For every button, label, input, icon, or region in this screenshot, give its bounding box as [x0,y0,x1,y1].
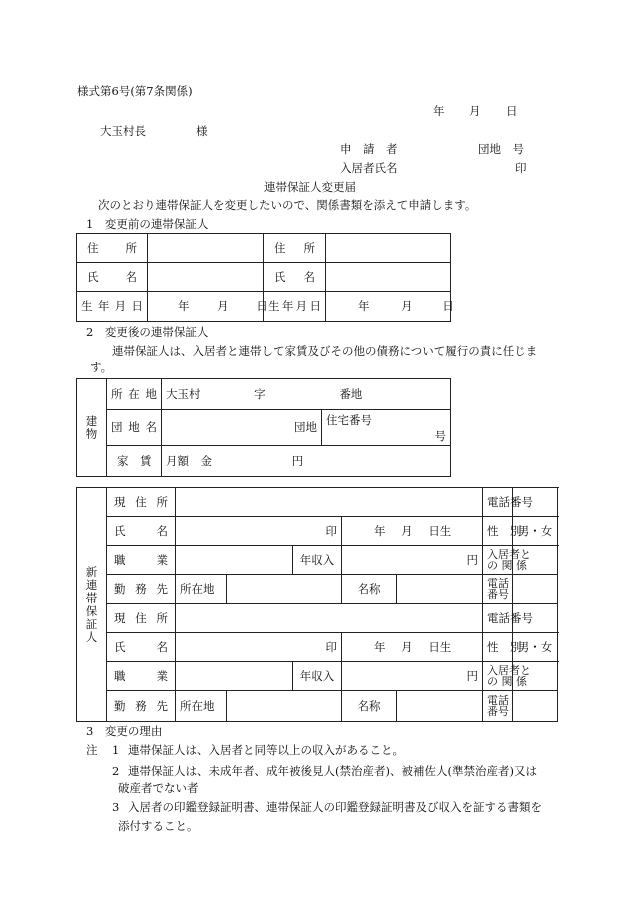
statement-line2: す。 [90,360,113,374]
g1-phone-label: 電話番号 [483,488,513,517]
statement-line1: 連帯保証人は、入居者と連帯して家賃及びその他の債務について履行の責に任じま [112,344,538,358]
g1-job-value[interactable] [176,546,293,575]
g1-income-value[interactable]: 円 [342,546,483,575]
note-2-line2: 破産者でない者 [118,781,199,795]
note-2-line1: 連帯保証人は、未成年者、成年被後見人(禁治産者)、被補佐人(準禁治産者)又は [128,764,537,778]
g1-work-label: 勤務先 [107,575,176,604]
g2-income-label: 年収入 [293,662,342,691]
g2-work-address-value[interactable] [227,691,342,722]
building-complex-value[interactable]: 団地 [162,410,322,446]
g2-job-value[interactable] [176,662,293,691]
g2-name-value[interactable]: 印 [176,633,342,662]
addressee-honorific: 様 [196,124,208,138]
g2-work-label: 勤務先 [107,691,176,722]
building-location-label: 所在地 [107,379,162,410]
prev-birth-value-2[interactable]: 年 月 日 [326,292,451,322]
prev-birth-value-1[interactable]: 年 月 日 [148,292,264,322]
g1-work-tel-value[interactable] [513,575,558,604]
note-2-number: 2 [112,764,120,778]
g1-work-address-value[interactable] [227,575,342,604]
building-rent-label: 家 賃 [107,446,162,477]
note-1-number: 1 [112,743,120,757]
form-number: 様式第6号(第7条関係) [77,84,193,98]
building-group-label: 建物 [77,379,107,477]
g1-name-value[interactable]: 印 [176,517,342,546]
g2-address-value[interactable] [176,604,483,633]
g1-work-address-label: 所在地 [176,575,227,604]
prev-name-label-1: 氏 名 [77,263,148,292]
prev-address-value-2[interactable] [326,234,451,263]
new-guarantor-table [76,487,558,722]
g2-income-value[interactable]: 円 [342,662,483,691]
prev-address-label-2: 住 所 [264,234,326,263]
g2-phone-label: 電話番号 [483,604,513,633]
section3-heading: 3 変更の理由 [86,724,163,738]
g2-work-tel-value[interactable] [513,691,558,722]
addressee-name: 大玉村長 [100,124,146,138]
section2-heading: 2 変更後の連帯保証人 [86,325,209,339]
date-year: 年 [433,104,445,118]
g1-work-name-value[interactable] [397,575,483,604]
g2-name-label: 氏 名 [107,633,176,662]
applicant-address: 団地 号 [478,142,524,156]
prev-address-value-1[interactable] [148,234,264,263]
g2-sex-value[interactable]: 男・女 [513,633,558,662]
intro-text: 次のとおり連帯保証人を変更したいので、関係書類を添えて申請します。 [98,198,477,212]
g1-address-label: 現住所 [107,488,176,517]
prev-birth-label-2: 生年月日 [264,292,326,322]
g2-relation-label: 入居者と の 関 係 [483,662,513,691]
g1-address-value[interactable] [176,488,483,517]
g2-sex-label: 性 別 [483,633,513,662]
g2-work-name-value[interactable] [397,691,483,722]
building-house-number[interactable]: 住宅番号 号 [322,410,451,446]
note-3-line2: 添付すること。 [118,819,199,833]
building-table [76,378,451,477]
prev-name-value-2[interactable] [326,263,451,292]
building-complex-label: 団地名 [107,410,162,446]
note-1-text: 連帯保証人は、入居者と同等以上の収入があること。 [128,743,404,757]
date-month: 月 [469,104,481,118]
applicant-seal: 印 [515,161,527,175]
g1-sex-value[interactable]: 男・女 [513,517,558,546]
notes-label: 注 [86,743,98,757]
g2-work-address-label: 所在地 [176,691,227,722]
g1-name-label: 氏 名 [107,517,176,546]
applicant-name-label: 入居者氏名 [340,161,398,175]
section1-heading: 1 変更前の連帯保証人 [86,217,209,231]
building-rent-value[interactable]: 月額 金 円 [162,446,451,477]
note-3-number: 3 [112,800,120,814]
g2-work-tel-label: 電話 番号 [483,691,513,722]
g1-relation-label: 入居者と の 関 係 [483,546,513,575]
date-day: 日 [506,104,518,118]
g1-birth-value[interactable]: 年 月 日生 [342,517,483,546]
g2-birth-value[interactable]: 年 月 日生 [342,633,483,662]
g2-work-name-label: 名称 [342,691,397,722]
g1-work-tel-label: 電話 番号 [483,575,513,604]
note-3-line1: 入居者の印鑑登録証明書、連帯保証人の印鑑登録証明書及び収入を証する書類を [128,800,542,814]
g1-job-label: 職 業 [107,546,176,575]
g2-address-label: 現住所 [107,604,176,633]
g2-job-label: 職 業 [107,662,176,691]
building-location-value[interactable]: 大玉村 字 番地 [162,379,451,410]
g1-work-name-label: 名称 [342,575,397,604]
g1-sex-label: 性 別 [483,517,513,546]
new-guarantor-group-label: 新連帯保証人 [77,488,107,722]
g1-income-label: 年収入 [293,546,342,575]
prev-address-label-1: 住 所 [77,234,148,263]
previous-guarantor-table [76,233,454,322]
prev-name-label-2: 氏 名 [264,263,326,292]
document-title: 連帯保証人変更届 [264,180,356,194]
prev-name-value-1[interactable] [148,263,264,292]
prev-birth-label-1: 生年月日 [77,292,148,322]
applicant-label: 申 請 者 [340,142,398,156]
